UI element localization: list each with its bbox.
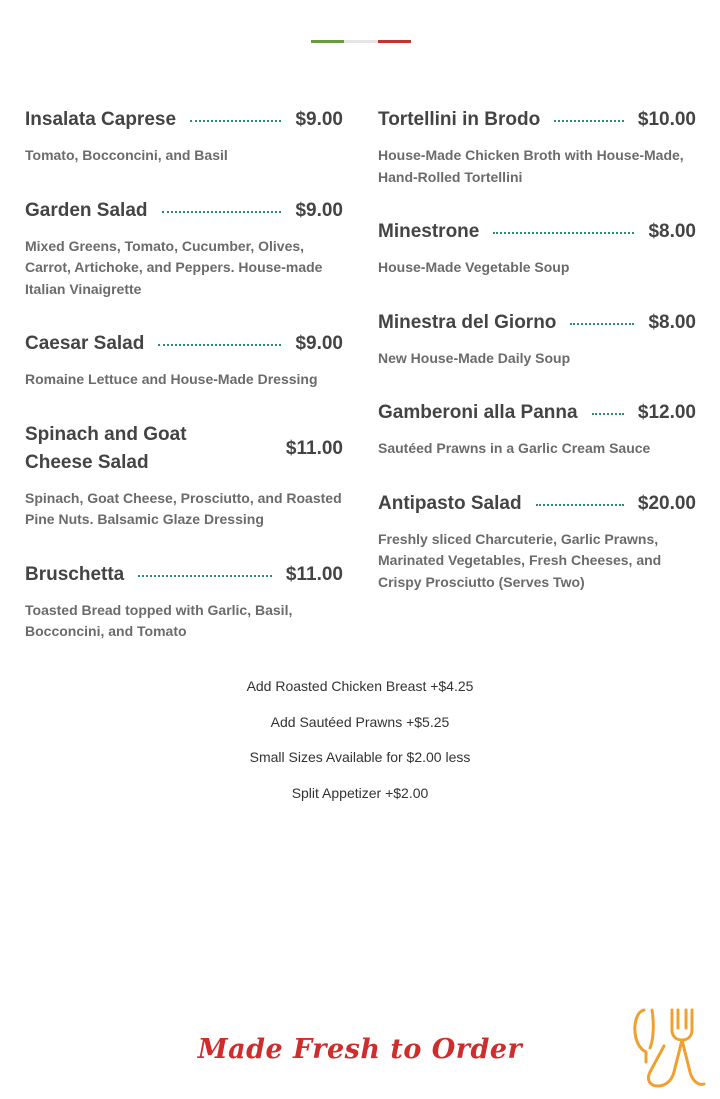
menu-item-description: Romaine Lettuce and House-Made Dressing bbox=[25, 371, 318, 387]
menu-item-header bbox=[25, 197, 343, 225]
menu-item-header bbox=[378, 106, 696, 134]
dotted-leader bbox=[592, 413, 624, 415]
menu-item-price: $11.00 bbox=[285, 437, 343, 459]
menu-item-name: Minestrone bbox=[378, 221, 480, 242]
menu-item-price: $10.00 bbox=[637, 109, 696, 130]
menu-item-price: $11.00 bbox=[285, 563, 343, 585]
menu-item-header bbox=[378, 309, 696, 337]
menu-item bbox=[25, 330, 343, 391]
dotted-leader bbox=[536, 504, 624, 506]
menu-item-header bbox=[25, 330, 343, 358]
menu-item-price: $9.00 bbox=[295, 199, 343, 221]
dotted-leader bbox=[138, 575, 272, 577]
menu-item-name: Caesar Salad bbox=[25, 333, 145, 354]
extra-option: Add Sautéed Prawns +$5.25 bbox=[270, 713, 450, 730]
extra-option: Add Roasted Chicken Breast +$4.25 bbox=[246, 678, 474, 694]
dotted-leader bbox=[554, 120, 624, 122]
menu-column-left bbox=[25, 106, 343, 673]
menu-item bbox=[25, 197, 343, 301]
menu-item-header bbox=[25, 561, 343, 589]
menu-item-description: Toasted Bread topped with Garlic, Basil, Bocconcini, and Tomato bbox=[25, 601, 293, 639]
menu-item bbox=[25, 421, 343, 531]
menu-item bbox=[378, 106, 696, 188]
dotted-leader bbox=[570, 323, 634, 325]
menu-item-name: Antipasto Salad bbox=[378, 492, 522, 514]
menu-item-price: $8.00 bbox=[648, 221, 696, 242]
dotted-leader bbox=[190, 120, 281, 122]
menu-item-name: Spinach and Goat Cheese Salad bbox=[25, 423, 187, 473]
menu-item bbox=[25, 561, 343, 643]
menu-item-header bbox=[378, 399, 696, 427]
menu-item-description: New House-Made Daily Soup bbox=[378, 349, 571, 366]
flag-white-stripe bbox=[344, 40, 377, 43]
menu-item-description: House-Made Vegetable Soup bbox=[378, 259, 570, 275]
dotted-leader bbox=[493, 232, 634, 234]
tagline: Made Fresh to Order bbox=[197, 1034, 523, 1065]
dotted-leader bbox=[162, 211, 282, 213]
fork-spoon-icon bbox=[630, 1002, 708, 1092]
extra-option: Small Sizes Available for $2.00 less bbox=[249, 749, 471, 765]
menu-item-price: $12.00 bbox=[637, 402, 696, 423]
menu-item-name: Minestra del Giorno bbox=[378, 311, 557, 333]
menu-item-description: Spinach, Goat Cheese, Prosciutto, and Roasted Pine Nuts. Balsamic Glaze Dressing bbox=[25, 489, 342, 527]
extra-option: Split Appetizer +$2.00 bbox=[291, 784, 429, 801]
menu-item-name: Gamberoni alla Panna bbox=[378, 402, 578, 423]
menu-item-price: $9.00 bbox=[295, 333, 343, 354]
menu-item-name: Tortellini in Brodo bbox=[378, 109, 541, 130]
menu-item-header bbox=[25, 421, 343, 477]
menu-item-header bbox=[25, 106, 343, 134]
menu-item-name: Garden Salad bbox=[25, 199, 148, 221]
menu-item-description: Freshly sliced Charcuterie, Garlic Prawns, Marinated Vegetables, Fresh Cheeses, and Crispy Prosciutto (Serves Two) bbox=[378, 530, 662, 590]
menu-item-description: Tomato, Bocconcini, and Basil bbox=[25, 147, 228, 163]
menu-item-price: $20.00 bbox=[637, 492, 696, 514]
menu-item bbox=[378, 399, 696, 460]
menu-item-description: Mixed Greens, Tomato, Cucumber, Olives, Carrot, Artichoke, and Peppers. House-made Italian Vinaigrette bbox=[25, 237, 323, 297]
menu-item bbox=[25, 106, 343, 167]
flag-green-stripe bbox=[311, 40, 344, 43]
menu-item-header bbox=[378, 218, 696, 246]
menu-item bbox=[378, 218, 696, 279]
menu-item-name: Bruschetta bbox=[25, 563, 125, 585]
menu-item-price: $8.00 bbox=[648, 311, 696, 333]
menu-extras bbox=[0, 676, 720, 818]
dotted-leader bbox=[158, 344, 281, 346]
menu-item bbox=[378, 490, 696, 594]
menu-item-description: House-Made Chicken Broth with House-Made, Hand-Rolled Tortellini bbox=[378, 147, 684, 185]
menu-item-price: $9.00 bbox=[295, 109, 343, 130]
menu-item-header bbox=[378, 490, 696, 518]
flag-red-stripe bbox=[378, 40, 411, 43]
menu-column-right bbox=[378, 106, 696, 623]
italian-flag-divider bbox=[311, 40, 411, 43]
menu-item-description: Sautéed Prawns in a Garlic Cream Sauce bbox=[378, 440, 651, 456]
menu-item-name: Insalata Caprese bbox=[25, 109, 177, 130]
menu-item bbox=[378, 309, 696, 370]
